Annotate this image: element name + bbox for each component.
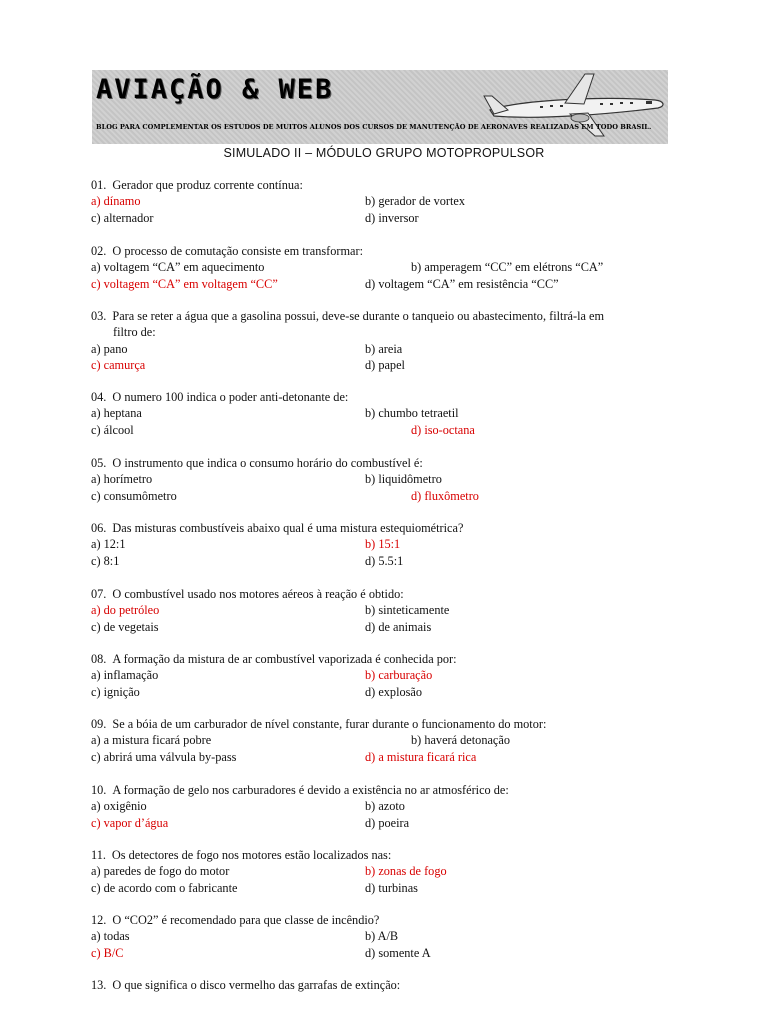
question-text-continued: filtro de: (113, 325, 156, 340)
question-text: Gerador que produz corrente contínua: (112, 178, 303, 192)
option-d: d) fluxômetro (411, 488, 479, 503)
option-c: c) ignição (91, 684, 140, 699)
question-number: 04. (91, 390, 107, 404)
option-a: a) inflamação (91, 668, 159, 683)
option-a: a) do petróleo (91, 603, 160, 618)
option-d: d) somente A (365, 945, 431, 960)
question-text: O numero 100 indica o poder anti-detonante de: (112, 390, 349, 404)
question-number: 01. (91, 178, 107, 192)
option-a: a) voltagem “CA” em aquecimento (91, 260, 265, 275)
question-text: O “CO2” é recomendado para que classe de incêndio? (112, 913, 380, 927)
question-text: A formação da mistura de ar combustível vaporizada é conhecida por: (112, 652, 457, 666)
option-a: a) 12:1 (91, 537, 126, 552)
question-04 (91, 389, 701, 438)
option-b: b) amperagem “CC” em elétrons “CA” (411, 260, 604, 275)
option-d: d) 5.5:1 (365, 553, 404, 568)
option-b: b) zonas de fogo (365, 864, 447, 879)
blog-banner (92, 70, 668, 144)
question-number: 03. (91, 309, 107, 323)
question-07 (91, 586, 701, 635)
option-b: b) carburação (365, 668, 433, 683)
option-d: d) voltagem “CA” em resistência “CC” (365, 276, 559, 291)
question-text: O instrumento que indica o consumo horário do combustível é: (112, 456, 423, 470)
question-11 (91, 847, 701, 896)
option-b: b) sinteticamente (365, 603, 450, 618)
question-number: 10. (91, 783, 107, 797)
option-c: c) álcool (91, 422, 134, 437)
option-b: b) haverá detonação (411, 733, 510, 748)
option-a: a) horímetro (91, 472, 153, 487)
option-d: d) a mistura ficará rica (365, 749, 477, 764)
question-text: Os detectores de fogo nos motores estão localizados nas: (111, 848, 392, 862)
option-a: a) dínamo (91, 194, 141, 209)
option-b: b) chumbo tetraetil (365, 406, 459, 421)
question-number: 05. (91, 456, 107, 470)
question-06 (91, 520, 701, 569)
question-number: 07. (91, 587, 107, 601)
banner-title: AVIAÇÃO & WEB (96, 74, 334, 105)
question-text: A formação de gelo nos carburadores é devido a existência no ar atmosférico de: (112, 783, 509, 797)
option-d: d) explosão (365, 684, 423, 699)
document-title: SIMULADO II – MÓDULO GRUPO MOTOPROPULSOR (223, 146, 545, 160)
option-c: c) vapor d’água (91, 815, 169, 830)
question-number: 13. (91, 978, 107, 992)
question-text: Se a bóia de um carburador de nível constante, furar durante o funcionamento do motor: (112, 717, 547, 731)
option-c: c) B/C (91, 945, 124, 960)
option-c: c) voltagem “CA” em voltagem “CC” (91, 276, 278, 291)
question-number: 08. (91, 652, 107, 666)
option-b: b) areia (365, 341, 403, 356)
question-text: Para se reter a água que a gasolina possui, deve-se durante o tanqueio ou abastecimento, filtrá-la em (112, 309, 605, 323)
question-05 (91, 455, 701, 504)
option-a: a) todas (91, 929, 130, 944)
question-12 (91, 912, 701, 961)
question-10 (91, 782, 701, 831)
question-01 (91, 177, 701, 226)
question-08 (91, 651, 701, 700)
question-text: O processo de comutação consiste em transformar: (112, 244, 364, 258)
option-c: c) de vegetais (91, 619, 159, 634)
question-text: O combustível usado nos motores aéreos à reação é obtido: (112, 587, 404, 601)
option-a: a) heptana (91, 406, 142, 421)
option-a: a) a mistura ficará pobre (91, 733, 212, 748)
option-b: b) azoto (365, 799, 405, 814)
option-b: b) gerador de vortex (365, 194, 466, 209)
option-c: c) consumômetro (91, 488, 177, 503)
option-b: b) liquidômetro (365, 472, 442, 487)
option-c: c) alternador (91, 210, 154, 225)
option-b: b) A/B (365, 929, 399, 944)
option-b: b) 15:1 (365, 537, 401, 552)
question-02 (91, 243, 701, 292)
question-number: 02. (91, 244, 107, 258)
option-d: d) turbinas (365, 880, 418, 895)
option-d: d) inversor (365, 210, 419, 225)
question-number: 11. (91, 848, 106, 862)
option-d: d) papel (365, 358, 405, 373)
question-13 (91, 977, 701, 993)
option-d: d) iso-octana (411, 422, 475, 437)
option-a: a) paredes de fogo do motor (91, 864, 230, 879)
question-number: 12. (91, 913, 107, 927)
option-a: a) oxigênio (91, 799, 147, 814)
question-text: O que significa o disco vermelho das garrafas de extinção: (112, 978, 401, 992)
option-c: c) camurça (91, 358, 146, 373)
option-d: d) de animais (365, 619, 432, 634)
option-c: c) de acordo com o fabricante (91, 880, 238, 895)
question-09 (91, 716, 701, 765)
option-c: c) abrirá uma válvula by-pass (91, 749, 237, 764)
option-a: a) pano (91, 341, 128, 356)
option-d: d) poeira (365, 815, 410, 830)
question-03 (91, 308, 701, 374)
option-c: c) 8:1 (91, 553, 120, 568)
question-number: 06. (91, 521, 107, 535)
question-text: Das misturas combustíveis abaixo qual é uma mistura estequiométrica? (112, 521, 464, 535)
banner-subtitle: BLOG PARA COMPLEMENTAR OS ESTUDOS DE MUITOS ALUNOS DOS CURSOS DE MANUTENÇÃO DE AERONAVES REALIZADAS EM TODO BRASIL. (96, 123, 652, 131)
question-number: 09. (91, 717, 107, 731)
